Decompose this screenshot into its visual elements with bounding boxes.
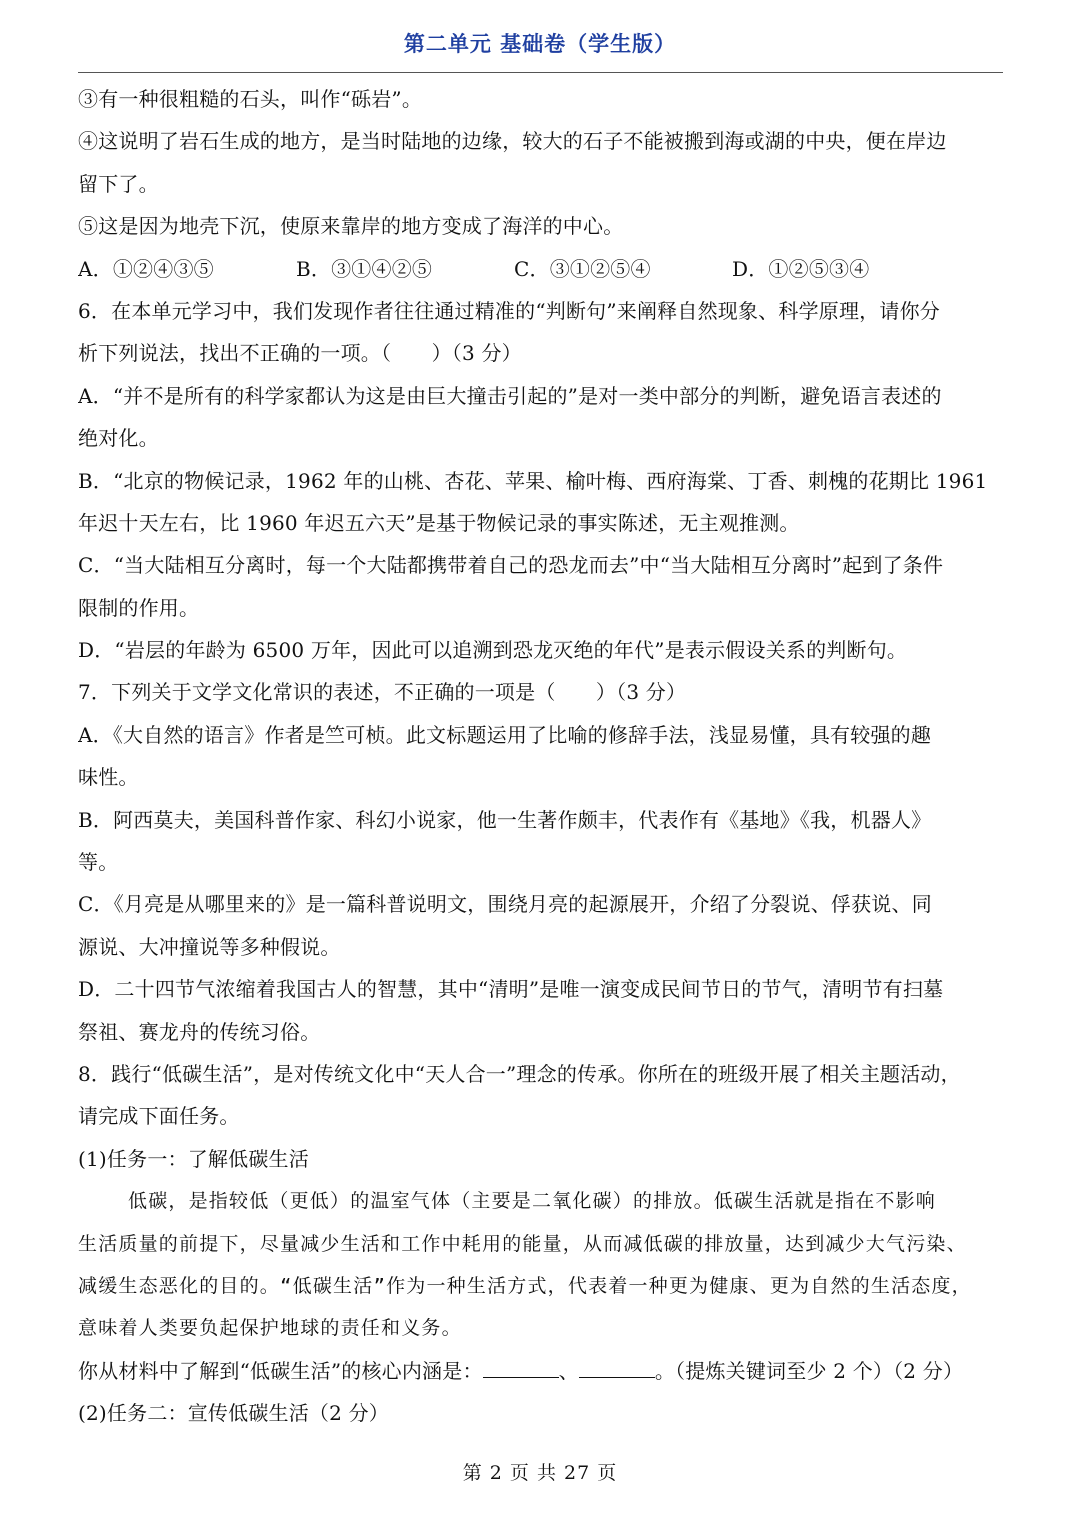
q6-option-b: B．“北京的物候记录，1962 年的山桃、杏花、苹果、榆叶梅、西府海棠、丁香、刺槐的花期比 1961 — [78, 468, 988, 493]
answer-blank-1[interactable] — [483, 1359, 559, 1378]
passage-line: 低碳，是指较低（更低）的温室气体（主要是二氧化碳）的排放。低碳生活就是指在不影响 — [128, 1190, 937, 1213]
answer-blank-2[interactable] — [579, 1359, 655, 1378]
question-6-stem: 6．在本单元学习中，我们发现作者往往通过精准的“判断句”来阐释自然现象、科学原理，请你分 — [78, 298, 940, 323]
q5-option-c: C．③①②⑤④ — [514, 256, 651, 281]
q5-option-a: A．①②④③⑤ — [78, 256, 214, 281]
q7-option-d: D．二十四节气浓缩着我国古人的智慧，其中“清明”是唯一演变成民间节日的节气，清明节有扫墓 — [78, 977, 944, 1002]
task-2-heading: (2)任务二：宣传低碳生活（2 分） — [78, 1401, 390, 1426]
question-7-stem: 7．下列关于文学文化常识的表述，不正确的一项是（ ）（3 分） — [78, 680, 687, 705]
q7-option-a: A．《大自然的语言》作者是竺可桢。此文标题运用了比喻的修辞手法，浅显易懂，具有较强的趣 — [78, 722, 932, 747]
fill-prefix: 你从材料中了解到“低碳生活”的核心内涵是： — [78, 1358, 483, 1383]
q5-options — [78, 248, 1003, 290]
page-number: 第 2 页 共 27 页 — [462, 1462, 618, 1484]
q7-option-a: 味性。 — [78, 765, 139, 790]
question-8-stem: 8．践行“低碳生活”，是对传统文化中“天人合一”理念的传承。你所在的班级开展了相关主题活动， — [78, 1061, 961, 1086]
text-line: 留下了。 — [78, 171, 159, 196]
q6-option-b: 年迟十天左右，比 1960 年迟五六天”是基于物候记录的事实陈述，无主观推测。 — [78, 510, 800, 535]
task-1-heading: (1)任务一：了解低碳生活 — [78, 1146, 309, 1171]
fill-suffix: 。（提炼关键词至少 2 个）（2 分） — [654, 1358, 964, 1383]
q7-option-b: 等。 — [78, 850, 119, 875]
passage-line: 减缓生态恶化的目的。“低碳生活”作为一种生活方式，代表着一种更为健康、更为自然的生活态度， — [78, 1274, 972, 1297]
text-line: ④这说明了岩石生成的地方，是当时陆地的边缘，较大的石子不能被搬到海或湖的中央，便在岸边 — [78, 129, 947, 154]
passage-line: 生活质量的前提下，尽量减少生活和工作中耗用的能量，从而减低碳的排放量，达到减少大气污染、 — [78, 1232, 967, 1255]
text-line: ③有一种很粗糙的石头，叫作“砾岩”。 — [78, 87, 423, 111]
q6-option-a: 绝对化。 — [78, 426, 159, 451]
q5-option-d: D．①②⑤③④ — [732, 256, 870, 281]
fill-separator: 、 — [558, 1358, 579, 1383]
q6-option-c: 限制的作用。 — [78, 595, 200, 620]
question-6-stem: 析下列说法，找出不正确的一项。（ ）（3 分） — [78, 341, 522, 366]
q5-option-b: B．③①④②⑤ — [296, 256, 433, 281]
q7-option-b: B．阿西莫夫，美国科普作家、科幻小说家，他一生著作颇丰，代表作有《基地》《我，机器人》 — [78, 807, 932, 832]
passage-line: 意味着人类要负起保护地球的责任和义务。 — [78, 1317, 462, 1340]
q7-option-c: 源说、大冲撞说等多种假说。 — [78, 934, 341, 959]
text-line: ⑤这是因为地壳下沉，使原来靠岸的地方变成了海洋的中心。 — [78, 214, 624, 239]
header-divider — [78, 72, 1003, 73]
q7-option-c: C．《月亮是从哪里来的》是一篇科普说明文，围绕月亮的起源展开，介绍了分裂说、俘获说、同 — [78, 892, 932, 917]
q6-option-a: A．“并不是所有的科学家都认为这是由巨大撞击引起的”是对一类中部分的判断，避免语言表述的 — [78, 383, 942, 408]
q6-option-c: C．“当大陆相互分离时，每一个大陆都携带着自己的恐龙而去”中“当大陆相互分离时”起到了条件 — [78, 553, 944, 578]
document-body — [78, 78, 1003, 1435]
fill-in-question — [78, 1350, 1003, 1392]
q6-option-d: D．“岩层的年龄为 6500 万年，因此可以追溯到恐龙灭绝的年代”是表示假设关系的判断句。 — [78, 638, 908, 663]
page-header-title: 第二单元 基础卷（学生版） — [403, 32, 677, 56]
question-8-stem: 请完成下面任务。 — [78, 1104, 240, 1129]
q7-option-d: 祭祖、赛龙舟的传统习俗。 — [78, 1019, 321, 1044]
